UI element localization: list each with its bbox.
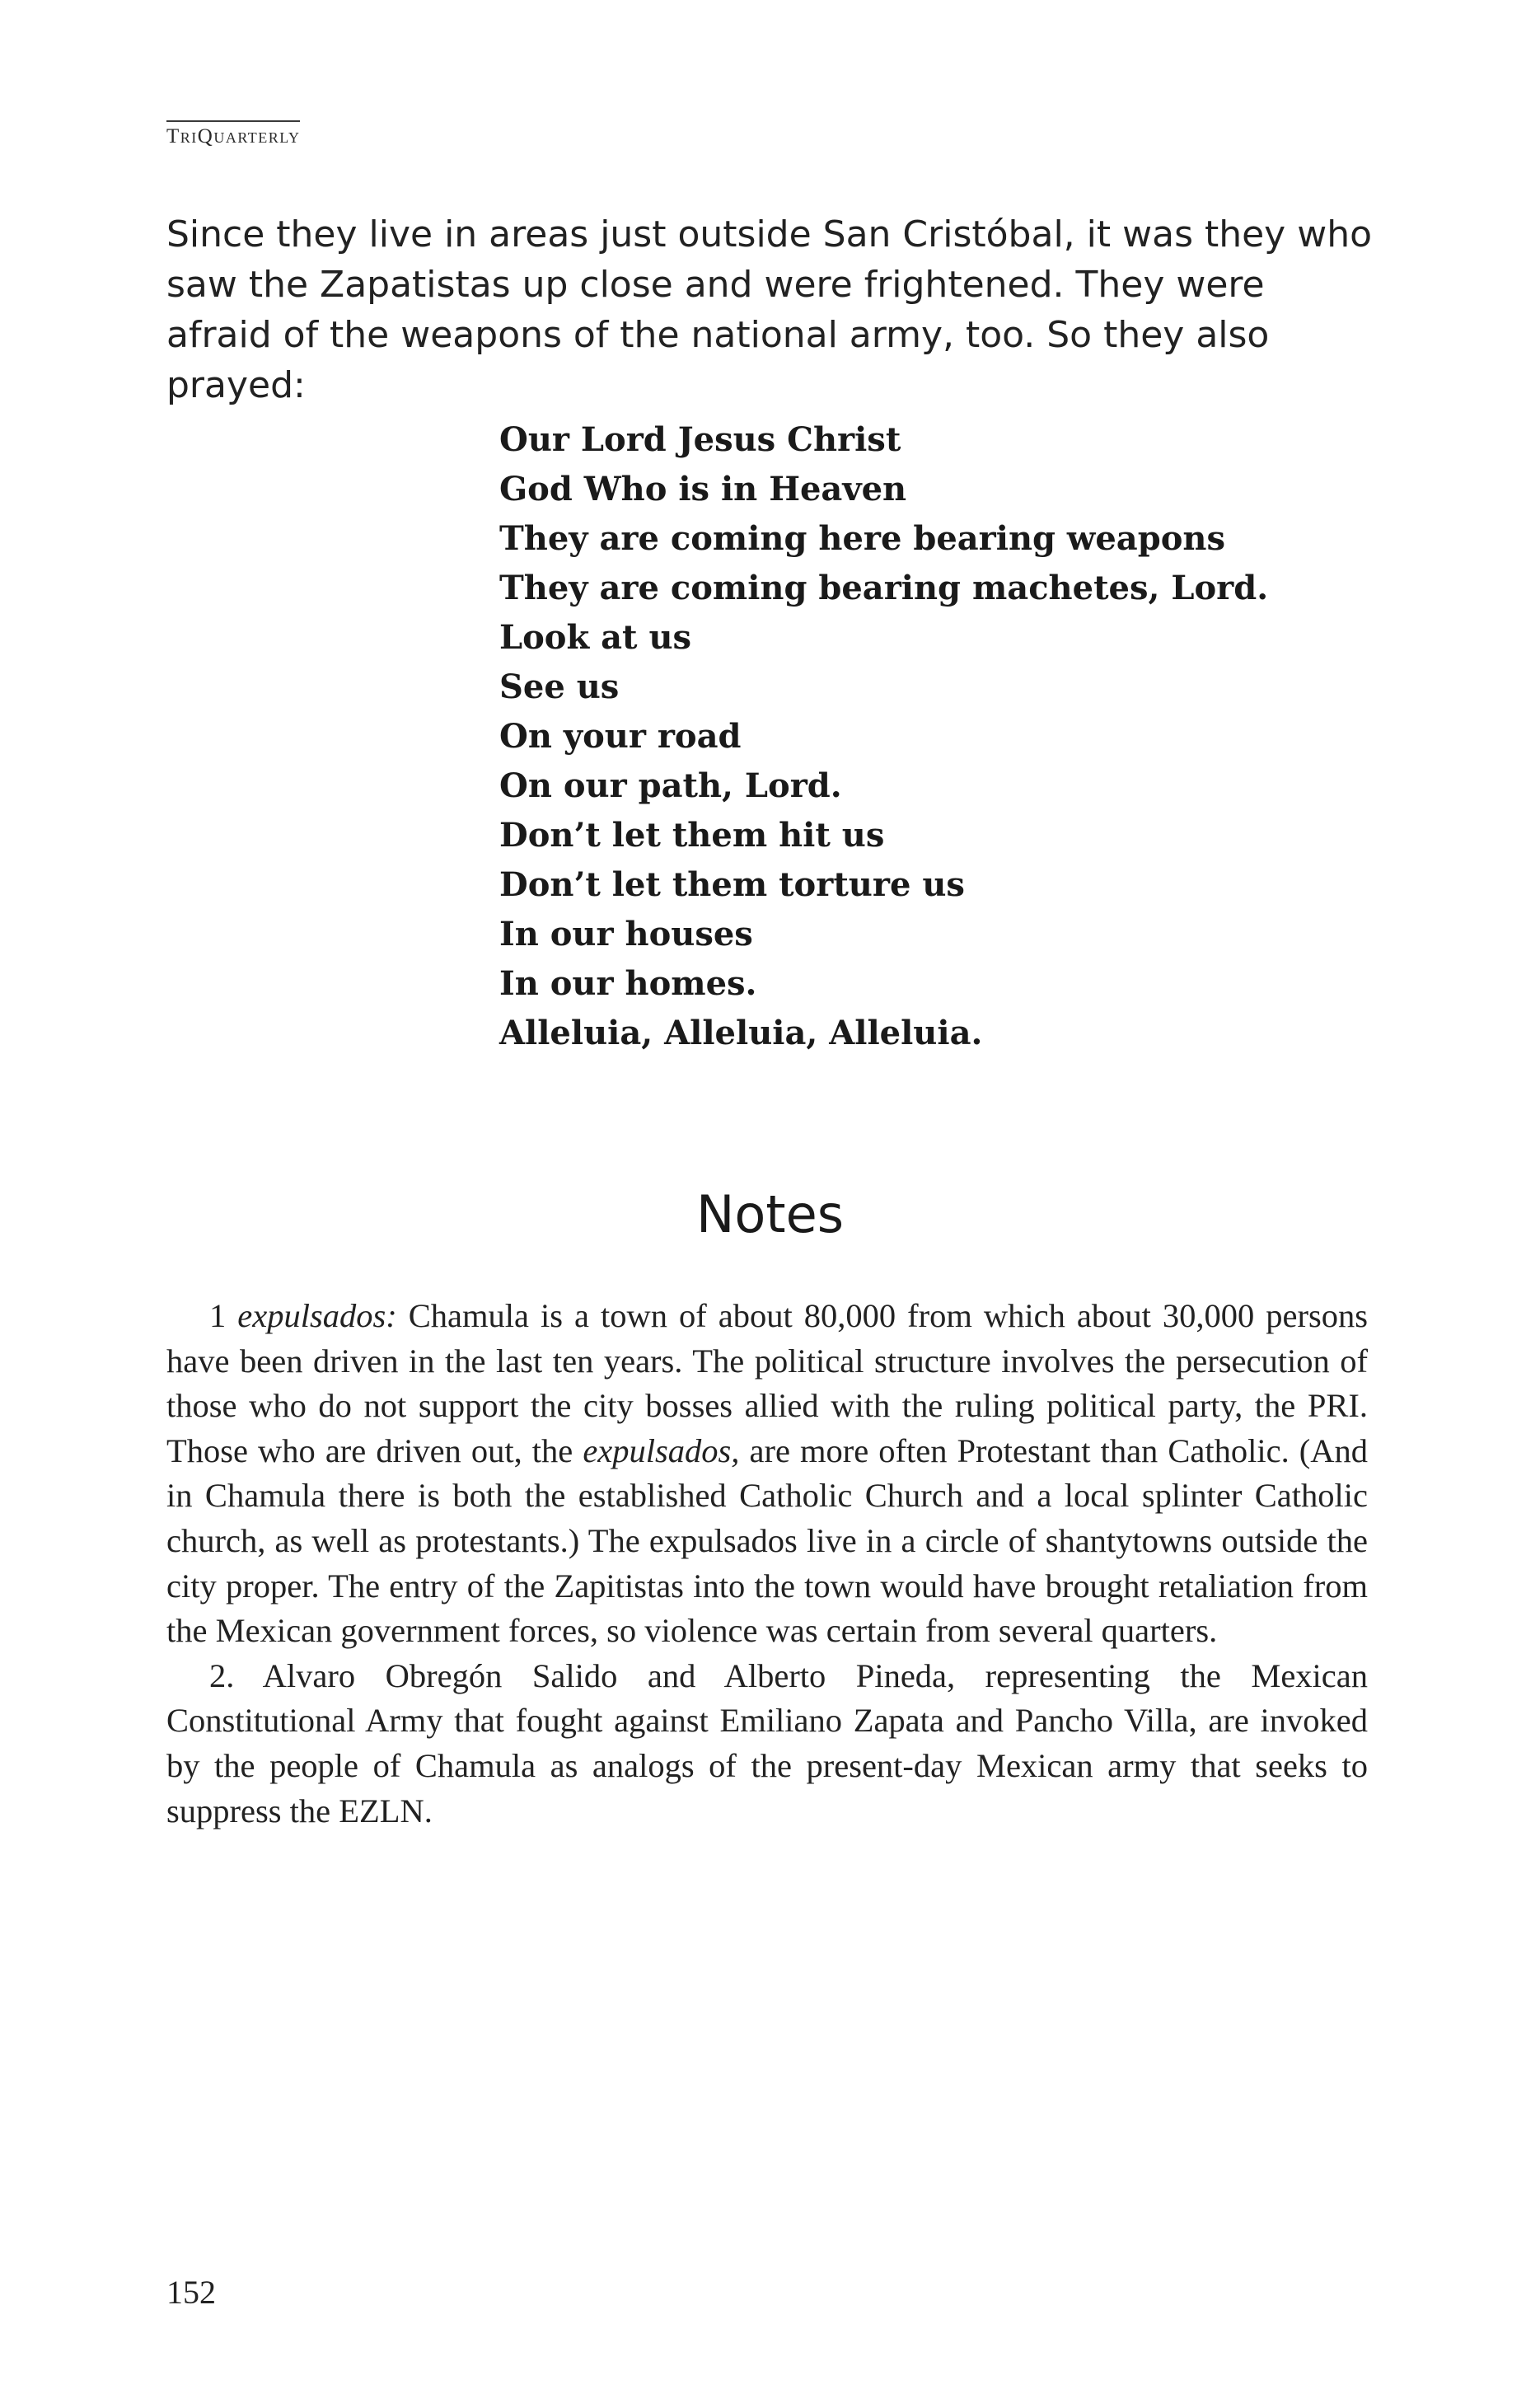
poem-line: They are coming bearing machetes, Lord. [499,569,1269,607]
poem-line: Our Lord Jesus Christ [499,420,901,459]
poem-line: Don’t let them hit us [499,816,885,855]
note-2 [166,1654,1368,1834]
note-number: 1 [209,1297,227,1334]
note-text: Alvaro Obregón Salido and Alberto Pineda, representing the Mexican Constitutional Army that fought against Emiliano Zapata and Pancho Villa, are invoked by the people of Chamula as analogs of the present-day Mexican army that seeks to suppress the EZLN. [166,1656,1369,1829]
notes-heading: Notes [695,1184,845,1244]
poem-line: In our homes. [499,964,757,1003]
poem-line: On your road [499,717,742,756]
running-head: TriQuarterly [166,120,300,148]
poem-line: Alleluia, Alleluia, Alleluia. [499,1014,983,1052]
page-number: 152 [166,2274,216,2311]
note-text: are more often Protestant than Catholic. (And in Chamula there is both the established Catholic Church and a local splinter Catholic church, as well as protestants.) The expulsados live in a circle of shantytowns outside the city proper. The entry of the Zapitistas into the town would have brought retaliation from the Mexican government forces, so violence was certain from several quarters. [166,1431,1368,1650]
note-number: 2. [209,1656,235,1694]
poem-line: They are coming here bearing weapons [499,519,1225,558]
note-text: Chamula is a town of about 80,000 from which about 30,000 persons have been driven in the last ten years. The political structure involves the persecution of those who do not support the city bosses allied with the ruling political party, the PRI. Those who are driven out, the [166,1297,1368,1469]
note-1 [166,1294,1368,1654]
poem-line: See us [499,668,620,706]
poem-line: God Who is in Heaven [499,470,907,508]
poem-line: On our path, Lord. [499,766,842,805]
prayer-poem [499,415,1268,1058]
note-term: expulsados: [237,1297,397,1334]
intro-paragraph: Since they live in areas just outside San Cristóbal, it was they who saw the Zapatistas up close and were frightened. They were afraid of the weapons of the national army, too. So they also prayed: [166,213,1372,406]
poem-line: Don’t let them torture us [499,865,965,904]
notes-section [166,1294,1368,1834]
poem-line: Look at us [499,618,692,657]
note-term: expulsados, [583,1431,740,1469]
poem-line: In our houses [499,915,753,953]
